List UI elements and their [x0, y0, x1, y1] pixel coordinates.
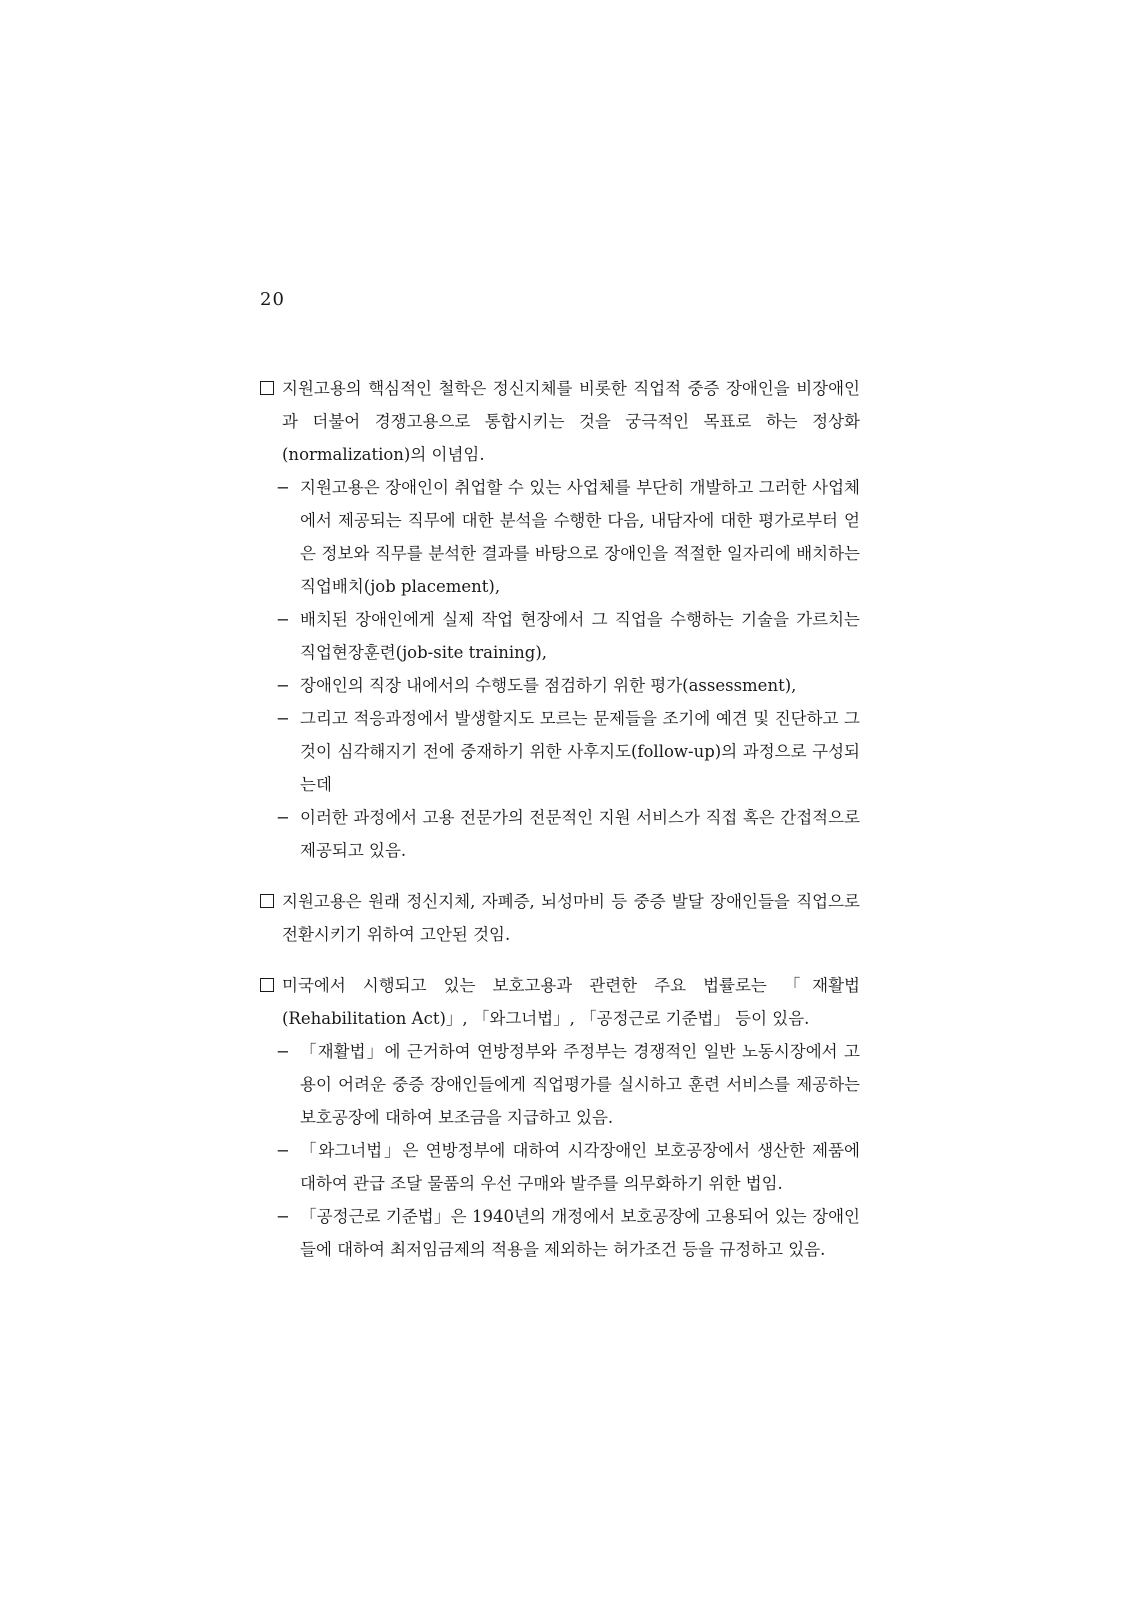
sub-item-text: 그리고 적응과정에서 발생할지도 모르는 문제들을 조기에 예견 및 진단하고 그것이 심각해지기 전에 중재하기 위한 사후지도(follow-up)의 과정으로 구성되는데	[300, 709, 860, 794]
sub-item-text: 지원고용은 장애인이 취업할 수 있는 사업체를 부단히 개발하고 그러한 사업체에서 제공되는 직무에 대한 분석을 수행한 다음, 내담자에 대한 평가로부터 얻은 정보와 직무를 분석한 결과를 바탕으로 장애인을 적절한 일자리에 배치하는 직업배치(job placement),	[300, 478, 860, 596]
sub-item-text: 장애인의 직장 내에서의 수행도를 점검하기 위한 평가(assessment),	[300, 676, 797, 695]
sub-item-text: 이러한 과정에서 고용 전문가의 전문적인 지원 서비스가 직접 혹은 간접적으로 제공되고 있음.	[300, 808, 860, 860]
paragraph-text: 지원고용의 핵심적인 철학은 정신지체를 비롯한 직업적 중증 장애인을 비장애인과 더불어 경쟁고용으로 통합시키는 것을 궁극적인 목표로 하는 정상화(normalization)의 이념임.	[282, 379, 860, 464]
section-1	[260, 372, 860, 867]
dash-bullet-icon: −	[276, 1042, 290, 1061]
sub-item	[260, 1200, 860, 1266]
sub-item	[260, 669, 860, 702]
dash-bullet-icon: −	[276, 478, 290, 497]
sub-item	[260, 702, 860, 801]
sub-item-text: 「공정근로 기준법」은 1940년의 개정에서 보호공장에 고용되어 있는 장애인들에 대하여 최저임금제의 적용을 제외하는 허가조건 등을 규정하고 있음.	[300, 1207, 860, 1259]
dash-bullet-icon: −	[276, 676, 290, 695]
sub-item-text: 「재활법」에 근거하여 연방정부와 주정부는 경쟁적인 일반 노동시장에서 고용이 어려운 중증 장애인들에게 직업평가를 실시하고 훈련 서비스를 제공하는 보호공장에 대하여 보조금을 지급하고 있음.	[300, 1042, 860, 1127]
document-body	[260, 372, 860, 1284]
dash-bullet-icon: −	[276, 709, 290, 728]
section-3	[260, 969, 860, 1266]
sub-item	[260, 603, 860, 669]
sub-item-text: 「와그너법」은 연방정부에 대하여 시각장애인 보호공장에서 생산한 제품에 대하여 관급 조달 물품의 우선 구매와 발주를 의무화하기 위한 법임.	[300, 1141, 860, 1193]
square-bullet-icon	[260, 894, 274, 908]
sub-item-text: 배치된 장애인에게 실제 작업 현장에서 그 직업을 수행하는 기술을 가르치는 직업현장훈련(job-site training),	[300, 610, 860, 662]
sub-item	[260, 471, 860, 603]
paragraph	[260, 885, 860, 951]
dash-bullet-icon: −	[276, 610, 290, 629]
page-number: 20	[260, 289, 285, 310]
dash-bullet-icon: −	[276, 808, 290, 827]
paragraph-text: 미국에서 시행되고 있는 보호고용과 관련한 주요 법률로는 「재활법(Rehabilitation Act)」, 「와그너법」, 「공정근로 기준법」 등이 있음.	[282, 976, 860, 1028]
paragraph	[260, 969, 860, 1035]
square-bullet-icon	[260, 978, 274, 992]
paragraph-text: 지원고용은 원래 정신지체, 자폐증, 뇌성마비 등 중증 발달 장애인들을 직업으로 전환시키기 위하여 고안된 것임.	[282, 892, 860, 944]
sub-item	[260, 801, 860, 867]
sub-item	[260, 1134, 860, 1200]
paragraph	[260, 372, 860, 471]
section-2	[260, 885, 860, 951]
square-bullet-icon	[260, 381, 274, 395]
dash-bullet-icon: −	[276, 1141, 290, 1160]
sub-item	[260, 1035, 860, 1134]
dash-bullet-icon: −	[276, 1207, 290, 1226]
